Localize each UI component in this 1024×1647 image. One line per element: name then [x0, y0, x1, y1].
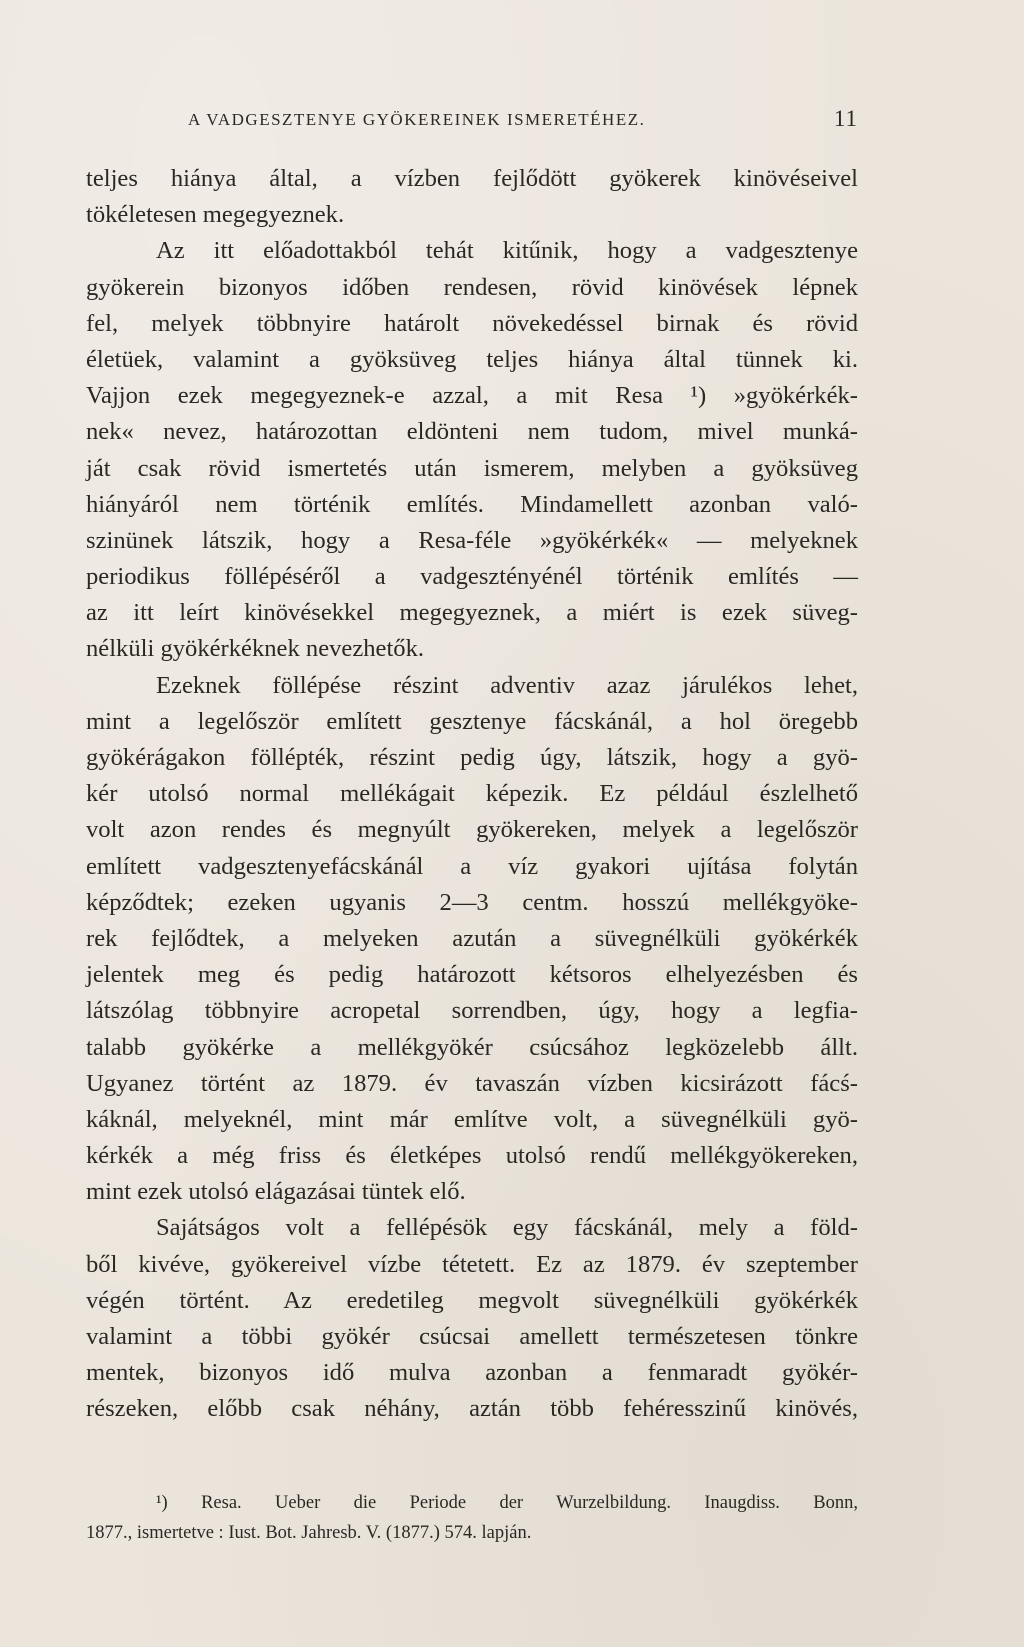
text-line: életüek, valamint a gyöksüveg teljes hiánya által tünnek ki. [86, 345, 858, 373]
text-line: képződtek; ezeken ugyanis 2—3 centm. hosszú mellékgyöke- [86, 888, 858, 916]
text-line: valamint a többi gyökér csúcsai amellett természetesen tönkre [86, 1323, 858, 1350]
page-header [88, 106, 858, 138]
footnotes [86, 1488, 858, 1548]
text-line: periodikus föllépéséről a vadgesztényénél történik említés — [86, 563, 858, 591]
page-number: 11 [833, 106, 858, 131]
text-line: említett vadgesztenyefácskánál a víz gyakori ujítása folytán [86, 852, 858, 880]
footnote-line: ¹) Resa. Ueber die Periode der Wurzelbildung. Inaugdiss. Bonn, [156, 1493, 858, 1513]
text-line: rek fejlődtek, a melyeken azután a süvegnélküli gyökérkék [86, 924, 858, 952]
text-line: szinünek látszik, hogy a Resa-féle »gyökérkék« — melyeknek [86, 526, 858, 554]
text-line: gyökérágakon föllépték, részint pedig úgy, látszik, hogy a gyö- [86, 744, 858, 771]
footnote-line: 1877., ismertetve : Iust. Bot. Jahresb. V. (1877.) 574. lapján. [86, 1523, 532, 1543]
text-line: fel, melyek többnyire határolt növekedéssel birnak és rövid [86, 309, 858, 337]
text-line: ját csak rövid ismertetés után ismerem, melyben a gyöksüveg [86, 454, 858, 482]
text-line: mentek, bizonyos idő mulva azonban a fenmaradt gyökér- [86, 1359, 858, 1387]
text-line: ből kivéve, gyökereivel vízbe tétetett. Ez az 1879. év szeptember [86, 1250, 858, 1278]
text-line: kér utolsó normal mellékágait képezik. Ez például észlelhető [86, 780, 858, 808]
text-line: gyökerein bizonyos időben rendesen, rövid kinövések lépnek [86, 273, 858, 301]
text-line: Ugyanez történt az 1879. év tavaszán vízben kicsirázott fácś- [86, 1069, 858, 1097]
text-line: hiányáról nem történik említés. Mindamellett azonban való- [86, 490, 858, 518]
text-line: káknál, melyeknél, mint már említve volt, a süvegnélküli gyö- [86, 1105, 858, 1133]
text-line: mint ezek utolsó elágazásai tüntek elő. [86, 1178, 466, 1206]
text-line: nélküli gyökérkéknek nevezhetők. [86, 635, 425, 663]
text-line: talabb gyökérke a mellékgyökér csúcsához legközelebb állt. [86, 1033, 858, 1061]
text-line: részeken, előbb csak néhány, aztán több fehéresszinű kinövés, [86, 1395, 858, 1423]
text-line: az itt leírt kinövésekkel megegyeznek, a miért is ezek süveg- [86, 599, 858, 627]
running-title: A VADGESZTENYE GYÖKEREINEK ISMERETÉHEZ. [188, 110, 646, 129]
text-line: mint a legelőször említett gesztenye fácskánál, a hol öregebb [86, 707, 858, 735]
text-line: Az itt előadottakból tehát kitűnik, hogy a vadgesztenye [156, 237, 858, 265]
text-line: tökéletesen megegyeznek. [86, 201, 345, 229]
text-line: Vajjon ezek megegyeznek-e azzal, a mit Resa ¹) »gyökérkék- [86, 382, 858, 410]
text-line: nek« nevez, határozottan eldönteni nem tudom, mivel munká- [86, 418, 858, 446]
body-text [86, 161, 858, 1428]
text-line: végén történt. Az eredetileg megvolt süvegnélküli gyökérkék [86, 1286, 858, 1314]
text-line: kérkék a még friss és életképes utolsó rendű mellékgyökereken, [86, 1142, 858, 1170]
text-line: volt azon rendes és megnyúlt gyökereken, melyek a legelőször [86, 816, 858, 844]
text-line: jelentek meg és pedig határozott kétsoros elhelyezésben és [86, 961, 858, 989]
text-line: látszólag többnyire acropetal sorrendben, úgy, hogy a legfia- [86, 997, 858, 1025]
text-line: Sajátságos volt a fellépésök egy fácskánál, mely a föld- [156, 1214, 858, 1242]
text-line: Ezeknek föllépése részint adventiv azaz járulékos lehet, [156, 671, 858, 699]
text-line: teljes hiánya által, a vízben fejlődött gyökerek kinövéseivel [86, 165, 858, 192]
